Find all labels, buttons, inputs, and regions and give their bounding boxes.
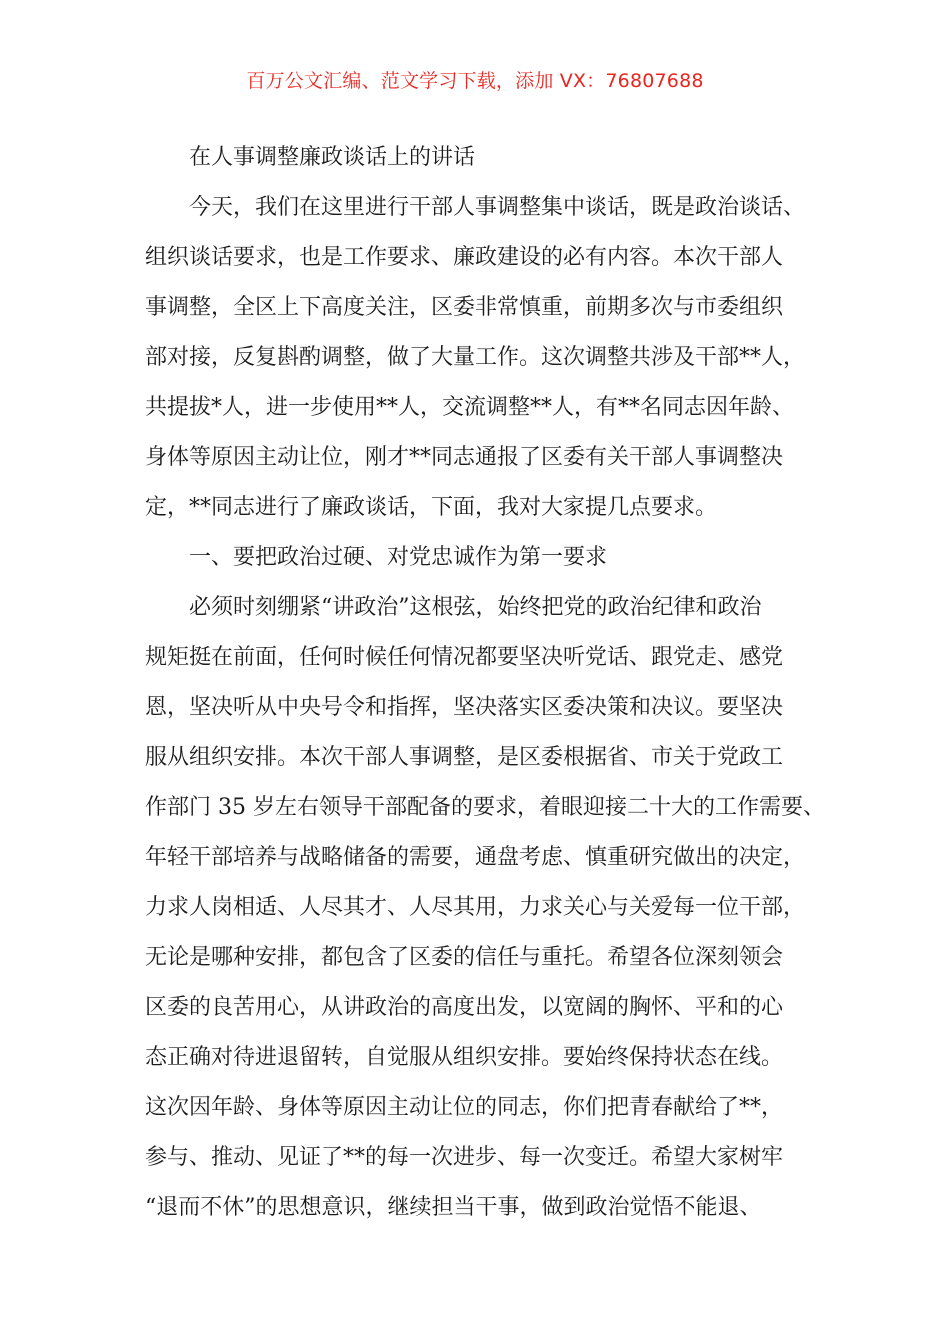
body-line: 定，**同志进行了廉政谈话，下面，我对大家提几点要求。 <box>145 495 718 520</box>
body-line: “退而不休”的思想意识，继续担当干事，做到政治觉悟不能退、 <box>145 1195 762 1220</box>
document-body <box>145 133 825 1233</box>
body-line: 区委的良苦用心，从讲政治的高度出发，以宽阔的胸怀、平和的心 <box>145 995 784 1020</box>
body-line: 力求人岗相适、人尽其才、人尽其用，力求关心与关爱每一位干部， <box>145 895 806 920</box>
body-line: 参与、推动、见证了**的每一次进步、每一次变迁。希望大家树牢 <box>145 1145 784 1170</box>
body-line: 服从组织安排。本次干部人事调整，是区委根据省、市关于党政工 <box>145 745 784 770</box>
body-line: 作部门 35 岁左右领导干部配备的要求，着眼迎接二十大的工作需要、 <box>145 795 825 820</box>
body-line: 部对接，反复斟酌调整，做了大量工作。这次调整共涉及干部**人， <box>145 345 806 370</box>
body-line: 组织谈话要求，也是工作要求、廉政建设的必有内容。本次干部人 <box>145 245 784 270</box>
body-line: 身体等原因主动让位，刚才**同志通报了区委有关干部人事调整决 <box>145 445 784 470</box>
section-heading: 一、要把政治过硬、对党忠诚作为第一要求 <box>189 545 608 570</box>
body-line: 今天，我们在这里进行干部人事调整集中谈话，既是政治谈话、 <box>189 195 806 220</box>
body-line: 年轻干部培养与战略储备的需要，通盘考虑、慎重研究做出的决定， <box>145 845 806 870</box>
body-line: 恩，坚决听从中央号令和指挥，坚决落实区委决策和决议。要坚决 <box>145 695 784 720</box>
document-title: 在人事调整廉政谈话上的讲话 <box>189 145 476 170</box>
body-line: 无论是哪种安排，都包含了区委的信任与重托。希望各位深刻领会 <box>145 945 784 970</box>
body-line: 必须时刻绷紧“讲政治”这根弦，始终把党的政治纪律和政治 <box>189 595 762 620</box>
watermark-header: 百万公文汇编、范文学习下载，添加 VX：76807688 <box>246 70 704 92</box>
body-line: 态正确对待进退留转，自觉服从组织安排。要始终保持状态在线。 <box>145 1045 784 1070</box>
body-line: 共提拔*人，进一步使用**人，交流调整**人，有**名同志因年龄、 <box>145 395 795 420</box>
body-line: 事调整，全区上下高度关注，区委非常慎重，前期多次与市委组织 <box>145 295 784 320</box>
body-line: 这次因年龄、身体等原因主动让位的同志，你们把青春献给了**， <box>145 1095 784 1120</box>
body-line: 规矩挺在前面，任何时候任何情况都要坚决听党话、跟党走、感党 <box>145 645 784 670</box>
